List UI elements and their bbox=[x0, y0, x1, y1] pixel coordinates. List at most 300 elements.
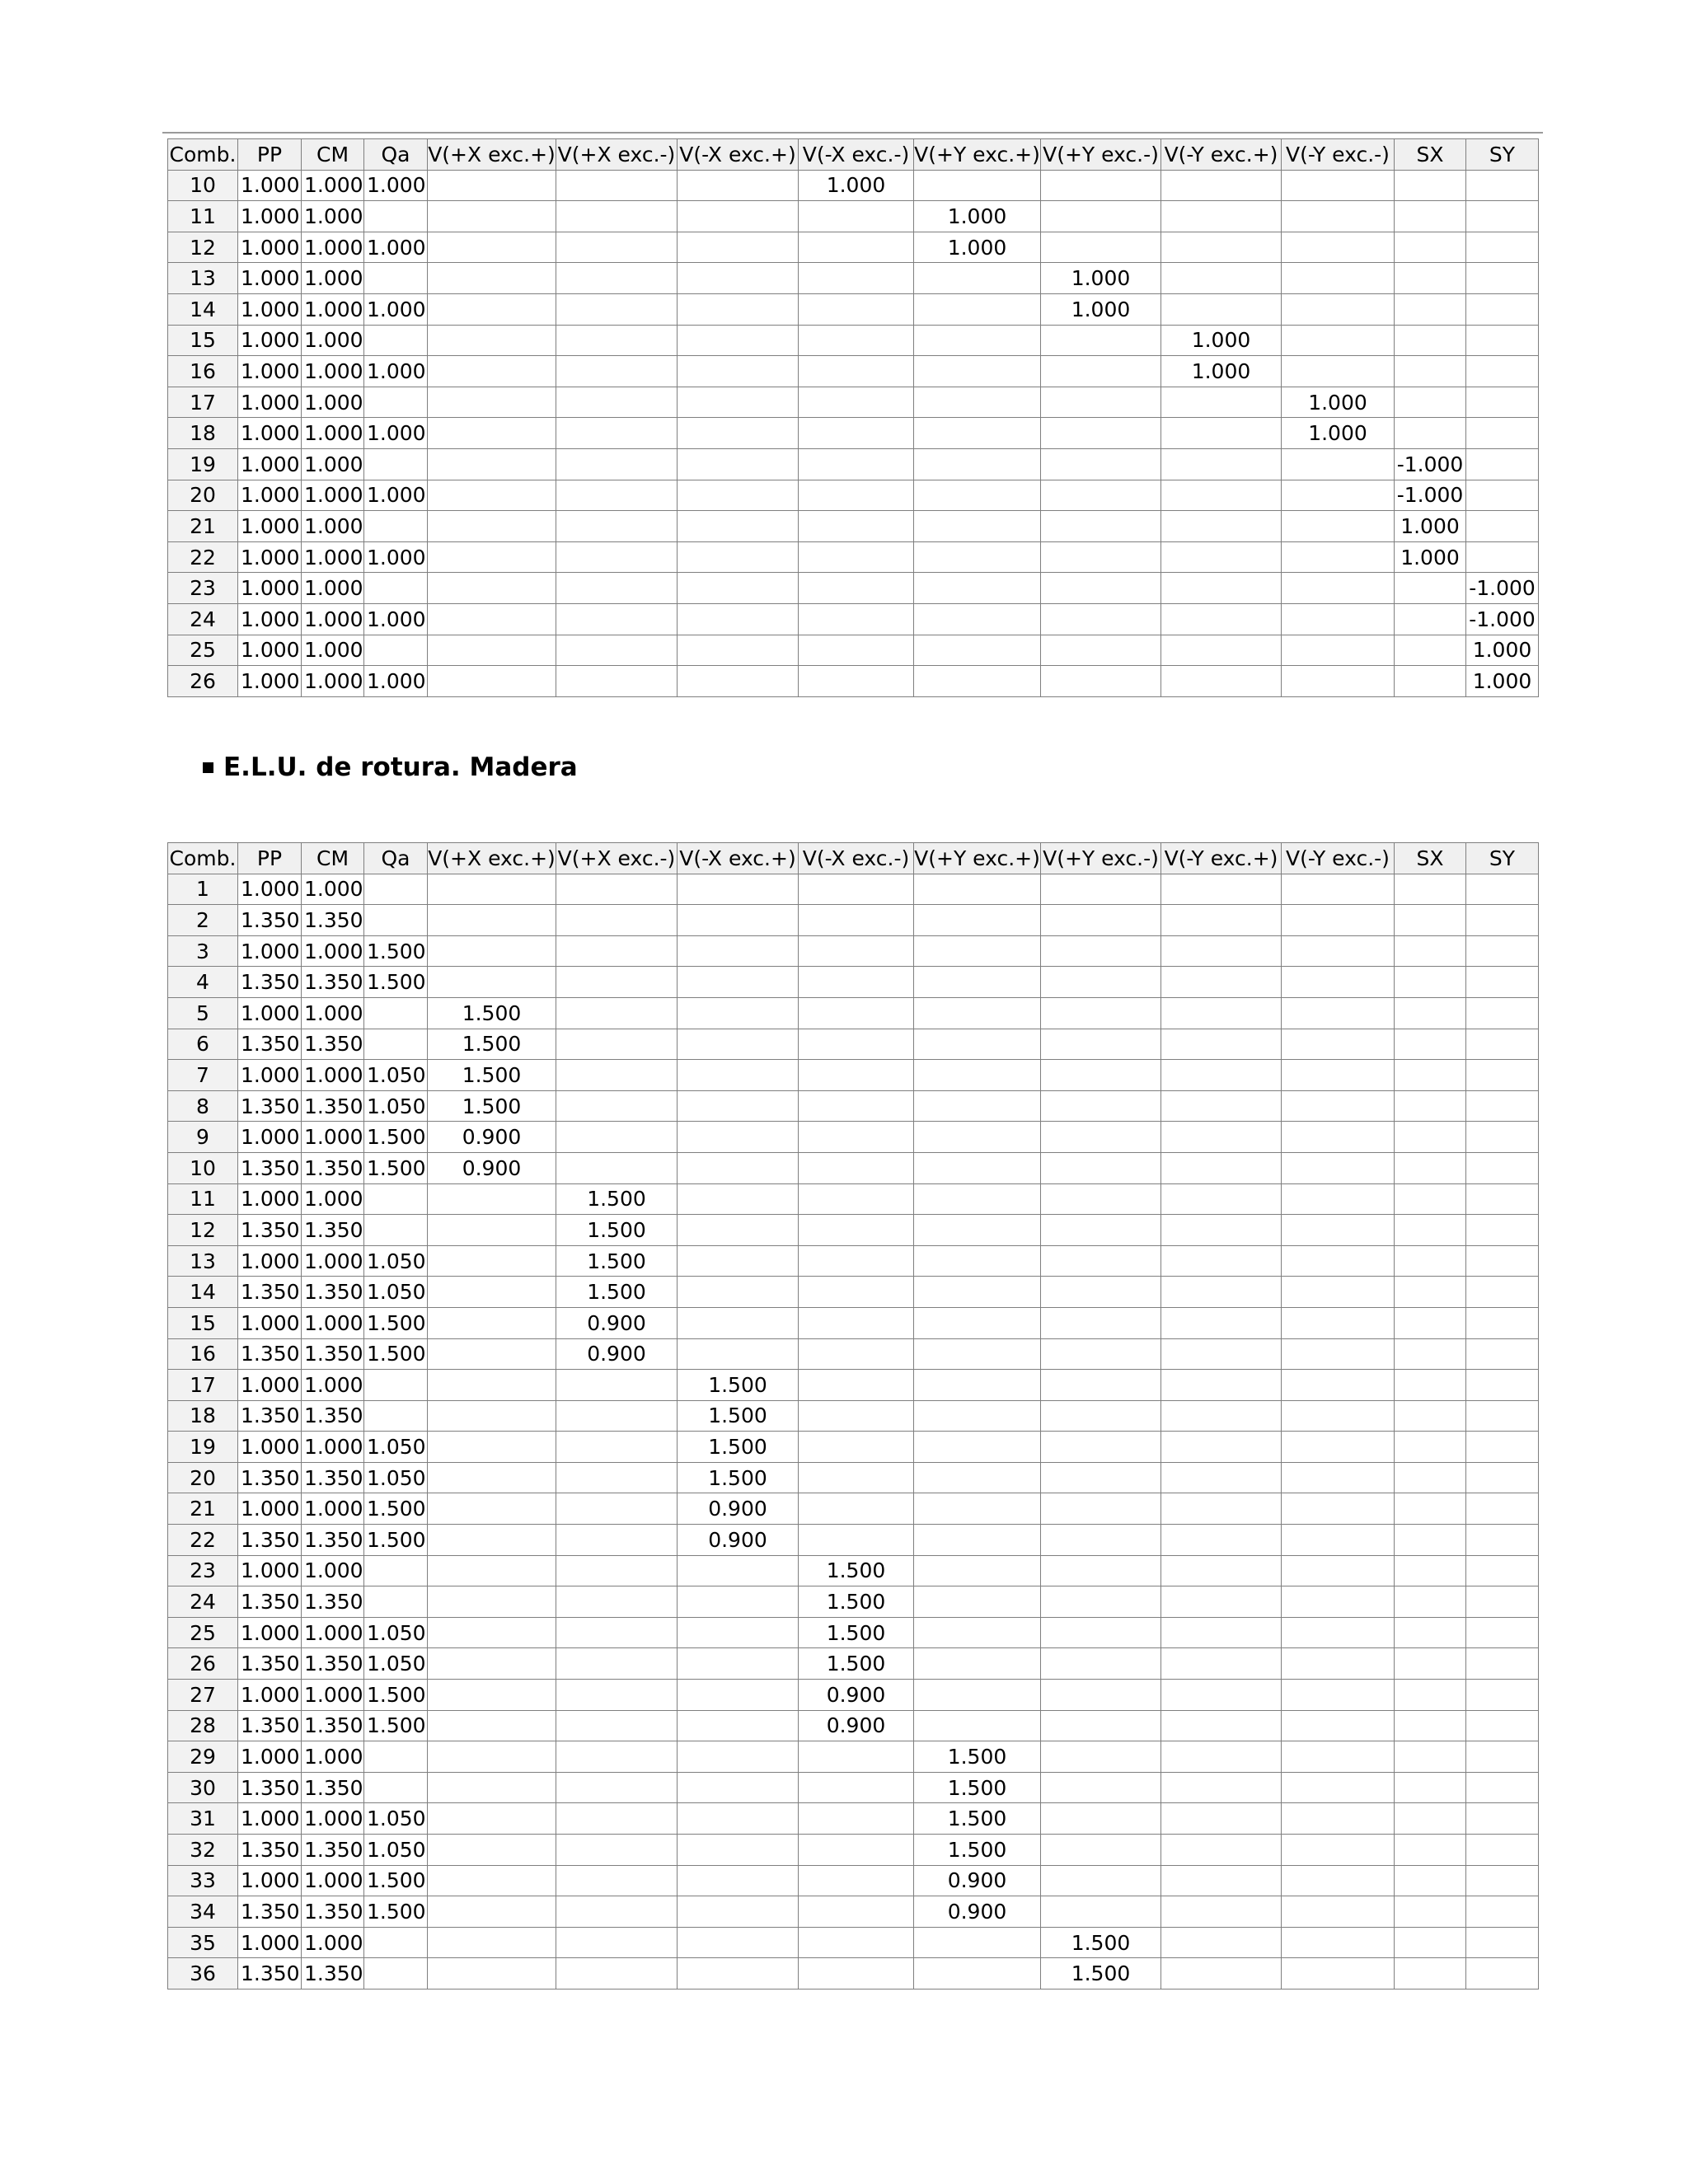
cell-sx bbox=[1395, 1803, 1466, 1835]
cell-v-py-exc-neg: 1.500 bbox=[1041, 1958, 1161, 1990]
cell-qa: 1.050 bbox=[364, 1648, 428, 1680]
cell-v-nx-exc-neg bbox=[799, 1525, 914, 1556]
cell-sy bbox=[1466, 1680, 1539, 1711]
cell-v-ny-exc-neg bbox=[1282, 1183, 1395, 1215]
cell-v-nx-exc-neg bbox=[799, 418, 914, 449]
cell-sy bbox=[1466, 1090, 1539, 1122]
cell-sx bbox=[1395, 1432, 1466, 1463]
cell-v-px-exc-pos bbox=[428, 1772, 556, 1803]
cell-pp: 1.350 bbox=[238, 1462, 302, 1493]
cell-comb: 27 bbox=[168, 1680, 238, 1711]
cell-v-px-exc-pos: 1.500 bbox=[428, 997, 556, 1029]
cell-qa bbox=[364, 325, 428, 356]
cell-v-px-exc-neg bbox=[556, 1370, 678, 1401]
cell-v-px-exc-pos bbox=[428, 170, 556, 201]
table-row bbox=[168, 1958, 1539, 1990]
cell-v-ny-exc-neg bbox=[1282, 635, 1395, 666]
cell-qa: 1.500 bbox=[364, 935, 428, 967]
cell-v-py-exc-neg bbox=[1041, 666, 1161, 697]
cell-qa bbox=[364, 1927, 428, 1958]
cell-sx bbox=[1395, 1060, 1466, 1091]
cell-pp: 1.000 bbox=[238, 1803, 302, 1835]
cell-v-py-exc-neg bbox=[1041, 1710, 1161, 1741]
cell-pp: 1.000 bbox=[238, 666, 302, 697]
cell-v-px-exc-pos: 1.500 bbox=[428, 1060, 556, 1091]
cell-v-px-exc-pos bbox=[428, 1277, 556, 1308]
cell-cm: 1.000 bbox=[302, 1617, 364, 1648]
cell-sx bbox=[1395, 1307, 1466, 1338]
cell-sx bbox=[1395, 293, 1466, 325]
cell-v-nx-exc-pos bbox=[678, 1152, 799, 1183]
cell-v-ny-exc-neg bbox=[1282, 1741, 1395, 1773]
cell-v-py-exc-pos bbox=[914, 967, 1041, 998]
cell-cm: 1.000 bbox=[302, 170, 364, 201]
cell-v-nx-exc-pos bbox=[678, 1648, 799, 1680]
cell-v-px-exc-neg bbox=[556, 1803, 678, 1835]
table-row bbox=[168, 1432, 1539, 1463]
cell-v-ny-exc-pos bbox=[1161, 1060, 1282, 1091]
cell-v-py-exc-pos bbox=[914, 1680, 1041, 1711]
cell-comb: 13 bbox=[168, 1245, 238, 1277]
cell-v-nx-exc-neg bbox=[799, 997, 914, 1029]
cell-qa bbox=[364, 1958, 428, 1990]
cell-v-py-exc-neg bbox=[1041, 1400, 1161, 1432]
table-row bbox=[168, 1152, 1539, 1183]
cell-v-py-exc-pos: 1.000 bbox=[914, 232, 1041, 263]
table-row bbox=[168, 1586, 1539, 1618]
cell-pp: 1.000 bbox=[238, 448, 302, 480]
cell-v-px-exc-pos bbox=[428, 967, 556, 998]
cell-v-py-exc-pos bbox=[914, 635, 1041, 666]
cell-v-px-exc-neg bbox=[556, 1060, 678, 1091]
cell-pp: 1.000 bbox=[238, 356, 302, 387]
cell-v-ny-exc-pos bbox=[1161, 293, 1282, 325]
cell-v-nx-exc-neg bbox=[799, 1152, 914, 1183]
cell-pp: 1.350 bbox=[238, 1710, 302, 1741]
cell-v-px-exc-neg bbox=[556, 905, 678, 936]
cell-v-nx-exc-neg bbox=[799, 1865, 914, 1896]
cell-pp: 1.000 bbox=[238, 635, 302, 666]
cell-v-nx-exc-neg bbox=[799, 635, 914, 666]
cell-sx bbox=[1395, 1462, 1466, 1493]
cell-v-px-exc-pos bbox=[428, 418, 556, 449]
cell-v-px-exc-neg: 1.500 bbox=[556, 1245, 678, 1277]
cell-qa bbox=[364, 201, 428, 232]
cell-v-ny-exc-neg bbox=[1282, 293, 1395, 325]
table-row bbox=[168, 1772, 1539, 1803]
cell-v-py-exc-pos bbox=[914, 263, 1041, 294]
cell-v-py-exc-pos bbox=[914, 1648, 1041, 1680]
cell-cm: 1.350 bbox=[302, 1710, 364, 1741]
cell-v-py-exc-pos bbox=[914, 511, 1041, 542]
cell-v-px-exc-pos bbox=[428, 448, 556, 480]
cell-v-nx-exc-pos bbox=[678, 1215, 799, 1246]
cell-comb: 26 bbox=[168, 1648, 238, 1680]
cell-sx bbox=[1395, 997, 1466, 1029]
cell-v-py-exc-neg bbox=[1041, 1555, 1161, 1586]
cell-cm: 1.000 bbox=[302, 1741, 364, 1773]
cell-sy bbox=[1466, 1525, 1539, 1556]
cell-comb: 36 bbox=[168, 1958, 238, 1990]
cell-pp: 1.350 bbox=[238, 1029, 302, 1060]
cell-sy bbox=[1466, 1029, 1539, 1060]
cell-v-px-exc-pos: 0.900 bbox=[428, 1152, 556, 1183]
cell-v-ny-exc-pos bbox=[1161, 603, 1282, 635]
cell-v-px-exc-neg: 1.500 bbox=[556, 1215, 678, 1246]
cell-v-ny-exc-neg bbox=[1282, 1586, 1395, 1618]
cell-v-py-exc-pos: 1.000 bbox=[914, 201, 1041, 232]
cell-v-ny-exc-pos bbox=[1161, 1865, 1282, 1896]
cell-v-nx-exc-pos bbox=[678, 997, 799, 1029]
cell-v-px-exc-pos bbox=[428, 935, 556, 967]
cell-v-py-exc-neg bbox=[1041, 201, 1161, 232]
cell-v-nx-exc-pos bbox=[678, 1680, 799, 1711]
cell-qa: 1.500 bbox=[364, 1896, 428, 1928]
cell-pp: 1.000 bbox=[238, 387, 302, 418]
cell-pp: 1.350 bbox=[238, 1958, 302, 1990]
cell-comb: 25 bbox=[168, 1617, 238, 1648]
cell-v-nx-exc-pos bbox=[678, 874, 799, 905]
cell-pp: 1.000 bbox=[238, 1680, 302, 1711]
table-row bbox=[168, 603, 1539, 635]
cell-v-ny-exc-pos bbox=[1161, 511, 1282, 542]
cell-v-py-exc-pos bbox=[914, 480, 1041, 511]
cell-sy bbox=[1466, 1370, 1539, 1401]
cell-v-nx-exc-pos bbox=[678, 1090, 799, 1122]
cell-v-px-exc-neg bbox=[556, 635, 678, 666]
cell-v-ny-exc-pos bbox=[1161, 1215, 1282, 1246]
table-row bbox=[168, 387, 1539, 418]
cell-comb: 16 bbox=[168, 1338, 238, 1370]
cell-v-px-exc-pos bbox=[428, 1245, 556, 1277]
cell-v-ny-exc-pos bbox=[1161, 1432, 1282, 1463]
cell-v-px-exc-pos bbox=[428, 541, 556, 573]
cell-sy bbox=[1466, 201, 1539, 232]
cell-comb: 11 bbox=[168, 201, 238, 232]
column-header-comb: Comb. bbox=[168, 139, 238, 171]
cell-v-px-exc-neg bbox=[556, 1710, 678, 1741]
cell-v-ny-exc-neg bbox=[1282, 1680, 1395, 1711]
cell-sx bbox=[1395, 263, 1466, 294]
cell-v-nx-exc-pos bbox=[678, 418, 799, 449]
cell-v-py-exc-pos bbox=[914, 1122, 1041, 1153]
cell-cm: 1.350 bbox=[302, 905, 364, 936]
table-row bbox=[168, 263, 1539, 294]
cell-qa bbox=[364, 1400, 428, 1432]
cell-qa: 1.000 bbox=[364, 232, 428, 263]
cell-v-nx-exc-pos bbox=[678, 935, 799, 967]
cell-sy bbox=[1466, 1462, 1539, 1493]
cell-v-nx-exc-pos bbox=[678, 573, 799, 604]
cell-v-px-exc-pos bbox=[428, 1183, 556, 1215]
cell-v-px-exc-pos bbox=[428, 1525, 556, 1556]
cell-pp: 1.000 bbox=[238, 541, 302, 573]
cell-cm: 1.000 bbox=[302, 356, 364, 387]
cell-v-px-exc-neg bbox=[556, 1865, 678, 1896]
cell-v-px-exc-pos bbox=[428, 1400, 556, 1432]
cell-comb: 18 bbox=[168, 1400, 238, 1432]
cell-v-ny-exc-pos bbox=[1161, 1029, 1282, 1060]
cell-v-nx-exc-neg bbox=[799, 666, 914, 697]
cell-pp: 1.350 bbox=[238, 1525, 302, 1556]
cell-cm: 1.000 bbox=[302, 997, 364, 1029]
cell-cm: 1.350 bbox=[302, 967, 364, 998]
cell-cm: 1.000 bbox=[302, 1432, 364, 1463]
cell-comb: 25 bbox=[168, 635, 238, 666]
column-header-v-py-exc-neg: V(+Y exc.-) bbox=[1041, 843, 1161, 874]
cell-pp: 1.350 bbox=[238, 1896, 302, 1928]
cell-v-px-exc-neg: 1.500 bbox=[556, 1183, 678, 1215]
section-heading bbox=[203, 752, 578, 782]
cell-v-ny-exc-neg bbox=[1282, 666, 1395, 697]
cell-sx bbox=[1395, 170, 1466, 201]
cell-sx bbox=[1395, 418, 1466, 449]
cell-comb: 35 bbox=[168, 1927, 238, 1958]
cell-v-px-exc-pos bbox=[428, 1927, 556, 1958]
cell-v-ny-exc-pos bbox=[1161, 1555, 1282, 1586]
cell-v-py-exc-pos bbox=[914, 448, 1041, 480]
cell-v-px-exc-pos bbox=[428, 905, 556, 936]
cell-v-nx-exc-pos bbox=[678, 541, 799, 573]
cell-v-nx-exc-pos bbox=[678, 293, 799, 325]
cell-v-px-exc-neg bbox=[556, 1586, 678, 1618]
cell-pp: 1.350 bbox=[238, 1648, 302, 1680]
cell-cm: 1.000 bbox=[302, 1183, 364, 1215]
cell-v-px-exc-neg bbox=[556, 997, 678, 1029]
cell-sx bbox=[1395, 1152, 1466, 1183]
table-row bbox=[168, 448, 1539, 480]
cell-v-nx-exc-neg bbox=[799, 1462, 914, 1493]
cell-comb: 29 bbox=[168, 1741, 238, 1773]
cell-v-nx-exc-neg: 1.000 bbox=[799, 170, 914, 201]
cell-v-py-exc-pos bbox=[914, 905, 1041, 936]
cell-v-nx-exc-pos bbox=[678, 1060, 799, 1091]
cell-v-ny-exc-neg bbox=[1282, 967, 1395, 998]
cell-sx bbox=[1395, 1122, 1466, 1153]
cell-v-nx-exc-neg: 1.500 bbox=[799, 1586, 914, 1618]
cell-sy bbox=[1466, 232, 1539, 263]
cell-v-py-exc-pos bbox=[914, 541, 1041, 573]
cell-v-ny-exc-neg bbox=[1282, 511, 1395, 542]
cell-v-nx-exc-pos bbox=[678, 905, 799, 936]
table-row bbox=[168, 1029, 1539, 1060]
cell-v-py-exc-neg bbox=[1041, 1896, 1161, 1928]
cell-v-nx-exc-neg bbox=[799, 263, 914, 294]
cell-sx bbox=[1395, 1741, 1466, 1773]
cell-v-nx-exc-pos: 1.500 bbox=[678, 1462, 799, 1493]
cell-v-py-exc-pos bbox=[914, 418, 1041, 449]
cell-v-px-exc-pos: 0.900 bbox=[428, 1122, 556, 1153]
cell-v-ny-exc-neg bbox=[1282, 1432, 1395, 1463]
cell-v-ny-exc-neg bbox=[1282, 1803, 1395, 1835]
table-row bbox=[168, 1741, 1539, 1773]
cell-v-ny-exc-neg bbox=[1282, 1710, 1395, 1741]
cell-v-nx-exc-neg bbox=[799, 387, 914, 418]
cell-v-py-exc-pos bbox=[914, 935, 1041, 967]
cell-sy: 1.000 bbox=[1466, 635, 1539, 666]
cell-sx: -1.000 bbox=[1395, 448, 1466, 480]
cell-sy bbox=[1466, 1493, 1539, 1525]
cell-comb: 17 bbox=[168, 1370, 238, 1401]
cell-v-nx-exc-neg bbox=[799, 232, 914, 263]
cell-v-ny-exc-neg bbox=[1282, 1215, 1395, 1246]
cell-v-ny-exc-pos bbox=[1161, 997, 1282, 1029]
cell-v-nx-exc-neg: 1.500 bbox=[799, 1555, 914, 1586]
cell-v-ny-exc-neg bbox=[1282, 1370, 1395, 1401]
cell-v-nx-exc-pos bbox=[678, 201, 799, 232]
cell-sy bbox=[1466, 325, 1539, 356]
cell-cm: 1.000 bbox=[302, 1245, 364, 1277]
cell-v-nx-exc-pos: 1.500 bbox=[678, 1432, 799, 1463]
column-header-v-px-exc-pos: V(+X exc.+) bbox=[428, 843, 556, 874]
cell-cm: 1.000 bbox=[302, 1060, 364, 1091]
cell-cm: 1.000 bbox=[302, 387, 364, 418]
cell-v-py-exc-neg bbox=[1041, 1060, 1161, 1091]
cell-qa: 1.500 bbox=[364, 1865, 428, 1896]
cell-comb: 14 bbox=[168, 293, 238, 325]
cell-v-px-exc-neg bbox=[556, 170, 678, 201]
cell-v-px-exc-neg: 0.900 bbox=[556, 1307, 678, 1338]
cell-v-py-exc-pos: 1.500 bbox=[914, 1835, 1041, 1866]
cell-comb: 11 bbox=[168, 1183, 238, 1215]
cell-v-nx-exc-pos: 1.500 bbox=[678, 1370, 799, 1401]
cell-v-px-exc-neg bbox=[556, 293, 678, 325]
cell-v-px-exc-neg bbox=[556, 541, 678, 573]
cell-v-py-exc-neg bbox=[1041, 170, 1161, 201]
cell-v-nx-exc-pos bbox=[678, 1555, 799, 1586]
cell-sy bbox=[1466, 263, 1539, 294]
cell-v-px-exc-pos bbox=[428, 1741, 556, 1773]
cell-v-ny-exc-pos bbox=[1161, 1400, 1282, 1432]
cell-qa bbox=[364, 635, 428, 666]
cell-sy bbox=[1466, 1555, 1539, 1586]
cell-sy bbox=[1466, 356, 1539, 387]
cell-qa: 1.500 bbox=[364, 1493, 428, 1525]
cell-pp: 1.350 bbox=[238, 1772, 302, 1803]
cell-v-px-exc-pos bbox=[428, 635, 556, 666]
cell-v-px-exc-neg bbox=[556, 1617, 678, 1648]
cell-comb: 31 bbox=[168, 1803, 238, 1835]
cell-v-nx-exc-pos bbox=[678, 1122, 799, 1153]
cell-v-nx-exc-pos bbox=[678, 1617, 799, 1648]
cell-sy bbox=[1466, 935, 1539, 967]
cell-sx bbox=[1395, 1710, 1466, 1741]
cell-v-nx-exc-pos: 0.900 bbox=[678, 1493, 799, 1525]
cell-v-py-exc-neg: 1.500 bbox=[1041, 1927, 1161, 1958]
cell-v-py-exc-neg bbox=[1041, 905, 1161, 936]
cell-v-py-exc-neg bbox=[1041, 874, 1161, 905]
cell-v-nx-exc-pos bbox=[678, 635, 799, 666]
cell-v-ny-exc-neg bbox=[1282, 997, 1395, 1029]
cell-v-ny-exc-neg bbox=[1282, 1152, 1395, 1183]
cell-v-nx-exc-neg bbox=[799, 1090, 914, 1122]
cell-v-ny-exc-neg bbox=[1282, 1338, 1395, 1370]
cell-v-px-exc-pos bbox=[428, 232, 556, 263]
cell-v-ny-exc-pos: 1.000 bbox=[1161, 325, 1282, 356]
column-header-cm: CM bbox=[302, 139, 364, 171]
cell-cm: 1.000 bbox=[302, 603, 364, 635]
cell-v-py-exc-neg bbox=[1041, 1741, 1161, 1773]
cell-v-nx-exc-neg bbox=[799, 905, 914, 936]
cell-comb: 32 bbox=[168, 1835, 238, 1866]
cell-v-px-exc-pos bbox=[428, 511, 556, 542]
table-row bbox=[168, 1680, 1539, 1711]
cell-v-ny-exc-neg bbox=[1282, 573, 1395, 604]
table-row bbox=[168, 1060, 1539, 1091]
cell-sy bbox=[1466, 1060, 1539, 1091]
cell-v-py-exc-neg bbox=[1041, 511, 1161, 542]
cell-v-nx-exc-neg bbox=[799, 935, 914, 967]
cell-cm: 1.350 bbox=[302, 1772, 364, 1803]
cell-qa: 1.500 bbox=[364, 1307, 428, 1338]
cell-v-nx-exc-pos bbox=[678, 1803, 799, 1835]
cell-sx bbox=[1395, 1680, 1466, 1711]
cell-comb: 13 bbox=[168, 263, 238, 294]
cell-v-px-exc-neg bbox=[556, 1462, 678, 1493]
cell-v-px-exc-neg bbox=[556, 263, 678, 294]
cell-v-px-exc-neg bbox=[556, 232, 678, 263]
cell-v-py-exc-neg bbox=[1041, 1680, 1161, 1711]
cell-v-py-exc-neg bbox=[1041, 997, 1161, 1029]
column-header-v-nx-exc-neg: V(-X exc.-) bbox=[799, 139, 914, 171]
cell-v-py-exc-neg bbox=[1041, 1338, 1161, 1370]
cell-v-nx-exc-neg bbox=[799, 573, 914, 604]
cell-sx bbox=[1395, 1927, 1466, 1958]
cell-pp: 1.000 bbox=[238, 1865, 302, 1896]
cell-v-px-exc-neg bbox=[556, 1432, 678, 1463]
table-row bbox=[168, 1835, 1539, 1866]
cell-v-ny-exc-neg bbox=[1282, 1307, 1395, 1338]
table-row bbox=[168, 666, 1539, 697]
cell-v-px-exc-neg bbox=[556, 1896, 678, 1928]
cell-cm: 1.350 bbox=[302, 1462, 364, 1493]
cell-v-px-exc-pos bbox=[428, 387, 556, 418]
table-row bbox=[168, 1865, 1539, 1896]
column-header-v-py-exc-pos: V(+Y exc.+) bbox=[914, 139, 1041, 171]
cell-v-px-exc-neg bbox=[556, 1648, 678, 1680]
cell-v-py-exc-neg bbox=[1041, 448, 1161, 480]
cell-qa: 1.050 bbox=[364, 1432, 428, 1463]
cell-sx bbox=[1395, 1648, 1466, 1680]
cell-comb: 23 bbox=[168, 573, 238, 604]
cell-v-ny-exc-neg bbox=[1282, 448, 1395, 480]
cell-sy bbox=[1466, 1617, 1539, 1648]
cell-v-nx-exc-neg bbox=[799, 967, 914, 998]
cell-qa: 1.500 bbox=[364, 1710, 428, 1741]
cell-v-py-exc-neg bbox=[1041, 1090, 1161, 1122]
cell-v-py-exc-neg bbox=[1041, 1277, 1161, 1308]
cell-v-py-exc-neg bbox=[1041, 325, 1161, 356]
cell-cm: 1.000 bbox=[302, 325, 364, 356]
cell-pp: 1.000 bbox=[238, 1370, 302, 1401]
cell-v-nx-exc-pos: 0.900 bbox=[678, 1525, 799, 1556]
cell-sy bbox=[1466, 967, 1539, 998]
table-row bbox=[168, 480, 1539, 511]
cell-v-px-exc-neg bbox=[556, 1122, 678, 1153]
cell-pp: 1.350 bbox=[238, 1215, 302, 1246]
cell-v-px-exc-neg bbox=[556, 874, 678, 905]
cell-sx bbox=[1395, 387, 1466, 418]
cell-sx bbox=[1395, 1400, 1466, 1432]
cell-v-py-exc-pos bbox=[914, 1215, 1041, 1246]
cell-v-nx-exc-pos bbox=[678, 1277, 799, 1308]
cell-comb: 1 bbox=[168, 874, 238, 905]
cell-comb: 28 bbox=[168, 1710, 238, 1741]
cell-v-ny-exc-neg bbox=[1282, 1060, 1395, 1091]
cell-qa: 1.000 bbox=[364, 356, 428, 387]
table-row bbox=[168, 1090, 1539, 1122]
cell-v-nx-exc-pos bbox=[678, 511, 799, 542]
